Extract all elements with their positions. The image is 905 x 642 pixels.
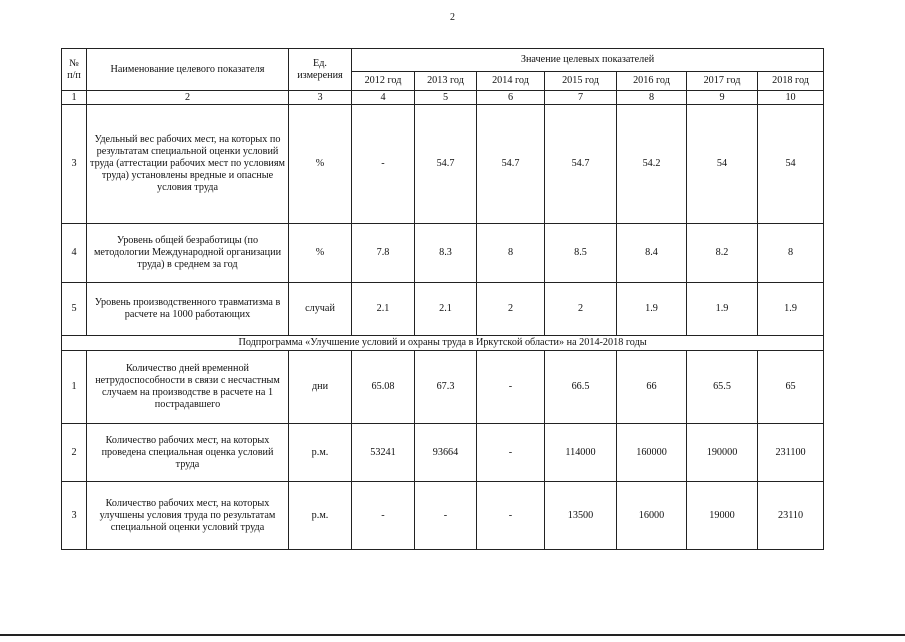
column-number: 3 [289, 91, 352, 105]
header-number: № п/п [62, 49, 87, 91]
value-cell: 54.7 [545, 105, 617, 224]
value-cell: 8.5 [545, 224, 617, 283]
indicator-name: Количество рабочих мест, на которых проведена специальная оценка условий труда [87, 424, 289, 482]
header-unit: Ед. измерения [289, 49, 352, 91]
value-cell: 1.9 [617, 283, 687, 336]
header-values: Значение целевых показателей [352, 49, 824, 72]
value-cell: - [415, 482, 477, 550]
row-number: 3 [62, 482, 87, 550]
row-number: 4 [62, 224, 87, 283]
indicator-unit: случай [289, 283, 352, 336]
scan-bottom-edge [0, 634, 905, 642]
indicator-name: Количество рабочих мест, на которых улучшены условия труда по результатам специальной оценки условий труда [87, 482, 289, 550]
year-header: 2018 год [758, 72, 824, 91]
column-number: 6 [477, 91, 545, 105]
value-cell: 8 [758, 224, 824, 283]
value-cell: 65 [758, 351, 824, 424]
value-cell: - [477, 351, 545, 424]
column-number: 9 [687, 91, 758, 105]
column-number: 8 [617, 91, 687, 105]
year-header: 2012 год [352, 72, 415, 91]
value-cell: - [477, 482, 545, 550]
column-numbering-row [62, 91, 824, 105]
value-cell: 8.4 [617, 224, 687, 283]
table-row [62, 424, 824, 482]
value-cell: 19000 [687, 482, 758, 550]
row-number: 3 [62, 105, 87, 224]
row-number: 2 [62, 424, 87, 482]
page-number: 2 [450, 12, 455, 23]
value-cell: 53241 [352, 424, 415, 482]
header-row-1 [62, 49, 824, 72]
table-row [62, 351, 824, 424]
value-cell: 190000 [687, 424, 758, 482]
value-cell: 54.7 [415, 105, 477, 224]
indicator-unit: % [289, 224, 352, 283]
table-row [62, 224, 824, 283]
value-cell: 114000 [545, 424, 617, 482]
value-cell: 2 [545, 283, 617, 336]
value-cell: 8.3 [415, 224, 477, 283]
value-cell: 1.9 [687, 283, 758, 336]
value-cell: 54.7 [477, 105, 545, 224]
column-number: 7 [545, 91, 617, 105]
column-number: 5 [415, 91, 477, 105]
value-cell: 23110 [758, 482, 824, 550]
value-cell: 13500 [545, 482, 617, 550]
column-number: 2 [87, 91, 289, 105]
value-cell: 54 [687, 105, 758, 224]
value-cell: - [477, 424, 545, 482]
year-header: 2015 год [545, 72, 617, 91]
indicator-name: Количество дней временной нетрудоспособности в связи с несчастным случаем на производстве в расчете на 1 пострадавшего [87, 351, 289, 424]
value-cell: 54 [758, 105, 824, 224]
indicator-unit: % [289, 105, 352, 224]
indicator-name: Удельный вес рабочих мест, на которых по результатам специальной оценки условий труда (аттестации рабочих мест по условиям труда) установлены вредные и опасные условия труда [87, 105, 289, 224]
table-row [62, 105, 824, 224]
value-cell: 67.3 [415, 351, 477, 424]
value-cell: 231100 [758, 424, 824, 482]
value-cell: 7.8 [352, 224, 415, 283]
year-header: 2016 год [617, 72, 687, 91]
value-cell: 160000 [617, 424, 687, 482]
value-cell: 65.5 [687, 351, 758, 424]
subprogram-row [62, 336, 824, 351]
value-cell: 8.2 [687, 224, 758, 283]
subprogram-title: Подпрограмма «Улучшение условий и охраны труда в Иркутской области» на 2014-2018 годы [62, 336, 824, 351]
indicator-unit: р.м. [289, 424, 352, 482]
year-header: 2013 год [415, 72, 477, 91]
indicator-unit: дни [289, 351, 352, 424]
year-header: 2014 год [477, 72, 545, 91]
value-cell: 2.1 [415, 283, 477, 336]
header-name: Наименование целевого показателя [87, 49, 289, 91]
value-cell: - [352, 482, 415, 550]
value-cell: 65.08 [352, 351, 415, 424]
value-cell: 66 [617, 351, 687, 424]
value-cell: 1.9 [758, 283, 824, 336]
value-cell: - [352, 105, 415, 224]
row-number: 5 [62, 283, 87, 336]
row-number: 1 [62, 351, 87, 424]
indicator-unit: р.м. [289, 482, 352, 550]
indicator-name: Уровень производственного травматизма в расчете на 1000 работающих [87, 283, 289, 336]
value-cell: 54.2 [617, 105, 687, 224]
table-row [62, 283, 824, 336]
indicator-name: Уровень общей безработицы (по методологии Международной организации труда) в среднем за год [87, 224, 289, 283]
column-number: 4 [352, 91, 415, 105]
value-cell: 16000 [617, 482, 687, 550]
value-cell: 2 [477, 283, 545, 336]
table-row [62, 482, 824, 550]
value-cell: 66.5 [545, 351, 617, 424]
value-cell: 93664 [415, 424, 477, 482]
column-number: 1 [62, 91, 87, 105]
indicators-table [61, 48, 824, 550]
value-cell: 8 [477, 224, 545, 283]
value-cell: 2.1 [352, 283, 415, 336]
year-header: 2017 год [687, 72, 758, 91]
column-number: 10 [758, 91, 824, 105]
